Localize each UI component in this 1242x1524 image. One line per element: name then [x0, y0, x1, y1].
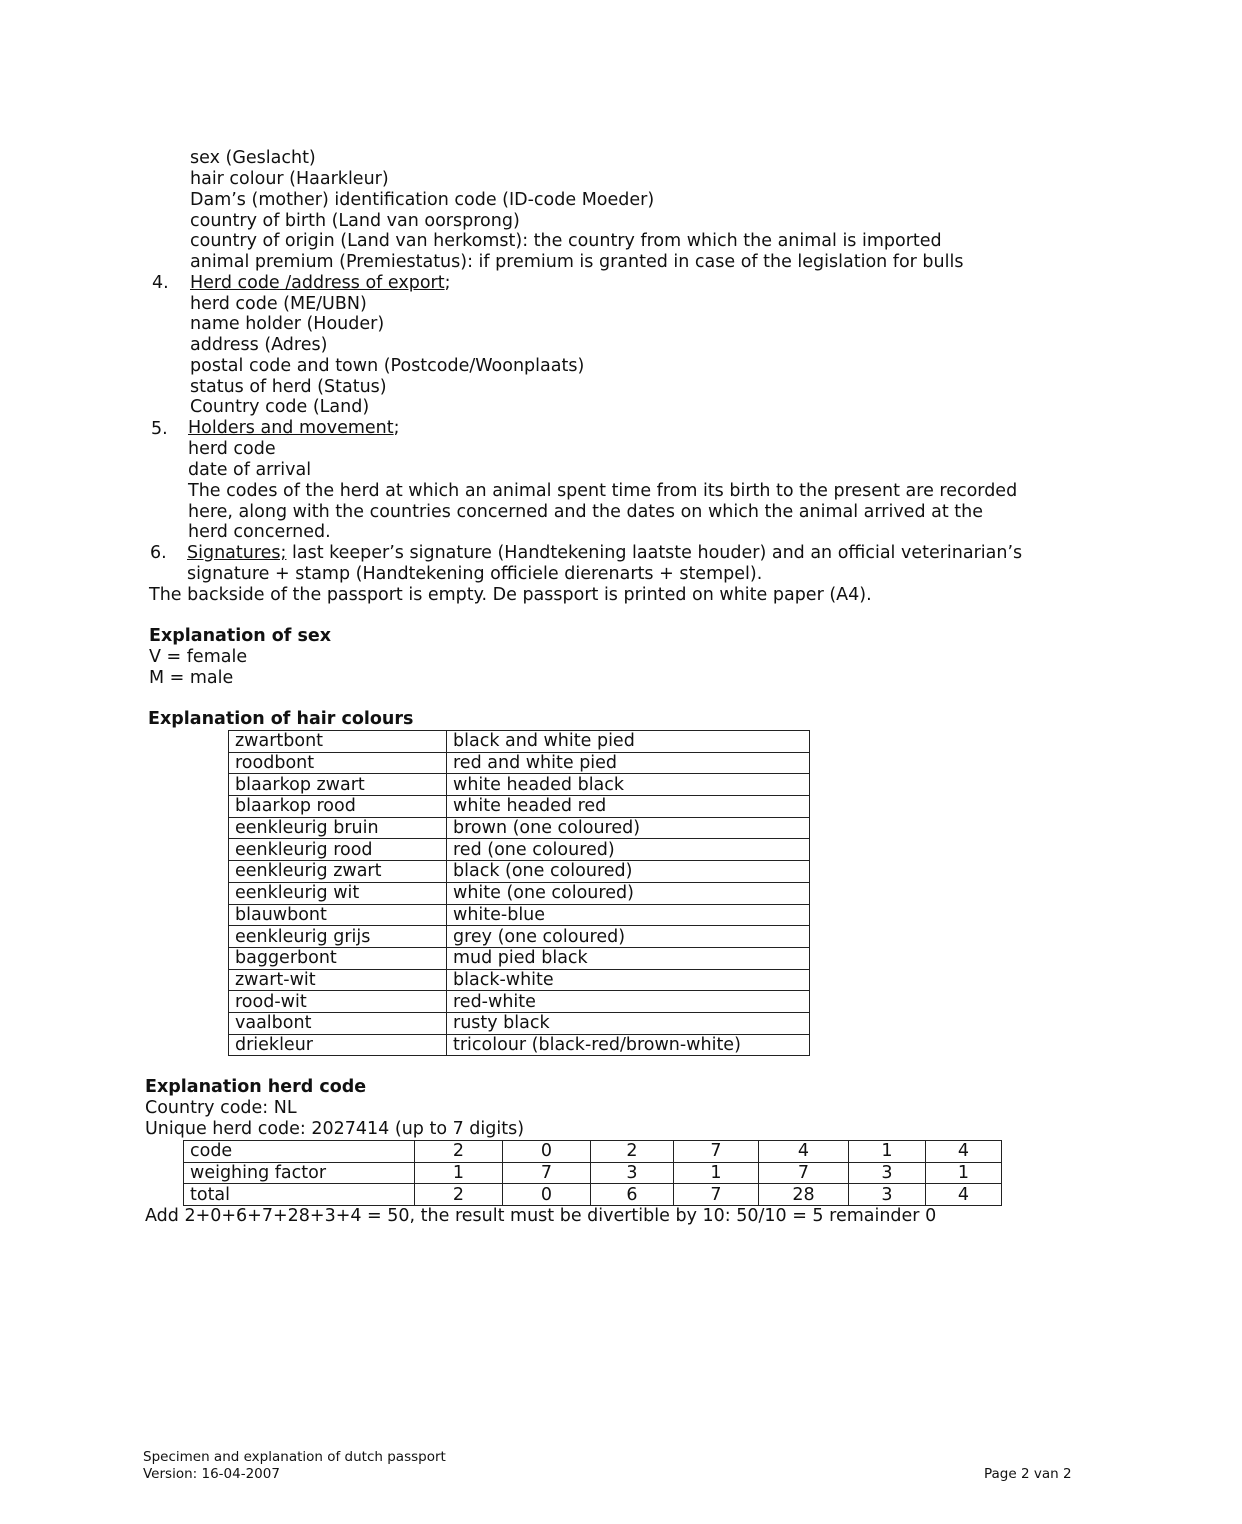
paragraph-line: here, along with the countries concerned and the dates on which the animal arrived at the — [188, 502, 983, 522]
field-line: status of herd (Status) — [190, 377, 387, 397]
table-cell: red and white pied — [447, 752, 810, 774]
footer-version: Version: 16-04-2007 — [143, 1466, 280, 1482]
table-row — [229, 882, 810, 904]
section-heading — [190, 273, 451, 294]
section-number: 4. — [152, 273, 169, 293]
herd-code-table — [183, 1140, 1002, 1206]
field-line: animal premium (Premiestatus): if premium is granted in case of the legislation for bulls — [190, 252, 964, 272]
table-cell: 1 — [415, 1162, 503, 1184]
field-line: sex (Geslacht) — [190, 148, 316, 168]
hair-colours-heading: Explanation of hair colours — [148, 709, 414, 729]
table-cell: 6 — [591, 1184, 674, 1206]
table-cell: 7 — [503, 1162, 591, 1184]
table-row — [229, 839, 810, 861]
herd-code-heading: Explanation herd code — [145, 1077, 367, 1097]
field-line: hair colour (Haarkleur) — [190, 169, 389, 189]
table-cell: 7 — [759, 1162, 849, 1184]
table-row — [229, 969, 810, 991]
table-cell: rusty black — [447, 1012, 810, 1034]
table-cell: zwart-wit — [229, 969, 447, 991]
section-heading-suffix: ; — [393, 418, 400, 438]
table-row — [229, 796, 810, 818]
table-row — [229, 926, 810, 948]
table-cell: black-white — [447, 969, 810, 991]
table-cell: 0 — [503, 1141, 591, 1163]
field-line: address (Adres) — [190, 335, 328, 355]
sex-heading: Explanation of sex — [149, 626, 332, 646]
table-cell: 28 — [759, 1184, 849, 1206]
table-cell: baggerbont — [229, 947, 447, 969]
table-row — [229, 1034, 810, 1056]
table-row — [229, 904, 810, 926]
field-line: herd code — [188, 439, 276, 459]
paragraph-line: herd concerned. — [188, 522, 331, 542]
section-heading-suffix: ; — [444, 273, 451, 293]
field-line: country of origin (Land van herkomst): the country from which the animal is imported — [190, 231, 942, 251]
paragraph-line: signature + stamp (Handtekening officiele dierenarts + stempel). — [187, 564, 763, 584]
footer-page-number: Page 2 van 2 — [984, 1466, 1072, 1482]
table-row — [229, 752, 810, 774]
table-cell: driekleur — [229, 1034, 447, 1056]
table-cell: 2 — [591, 1141, 674, 1163]
table-row — [229, 991, 810, 1013]
table-cell: 3 — [591, 1162, 674, 1184]
table-cell: 4 — [926, 1141, 1002, 1163]
sex-line: V = female — [149, 647, 248, 667]
section-heading — [187, 543, 1022, 564]
table-cell: 3 — [849, 1162, 926, 1184]
footer-title: Specimen and explanation of dutch passport — [143, 1449, 446, 1465]
hair-colours-table — [228, 730, 810, 1056]
table-row-label: weighing factor — [184, 1162, 415, 1184]
table-row-label: total — [184, 1184, 415, 1206]
section-heading-text: Holders and movement — [188, 418, 394, 438]
table-cell: rood-wit — [229, 991, 447, 1013]
backside-note: The backside of the passport is empty. De passport is printed on white paper (A4). — [149, 585, 872, 605]
table-cell: 2 — [415, 1184, 503, 1206]
table-row — [184, 1162, 1002, 1184]
sex-line: M = male — [149, 668, 234, 688]
table-cell: 2 — [415, 1141, 503, 1163]
table-cell: white headed black — [447, 774, 810, 796]
table-cell: 7 — [674, 1184, 759, 1206]
table-row — [229, 817, 810, 839]
field-line: Country code (Land) — [190, 397, 370, 417]
table-cell: eenkleurig rood — [229, 839, 447, 861]
section-heading-text: Signatures; — [187, 543, 287, 563]
section-heading — [188, 418, 400, 439]
table-cell: zwartbont — [229, 731, 447, 753]
table-cell: brown (one coloured) — [447, 817, 810, 839]
table-row — [229, 947, 810, 969]
table-cell: eenkleurig wit — [229, 882, 447, 904]
table-cell: 4 — [926, 1184, 1002, 1206]
table-row — [184, 1141, 1002, 1163]
table-cell: 1 — [926, 1162, 1002, 1184]
field-line: Dam’s (mother) identification code (ID-code Moeder) — [190, 190, 655, 210]
table-cell: white-blue — [447, 904, 810, 926]
table-cell: 0 — [503, 1184, 591, 1206]
table-cell: white (one coloured) — [447, 882, 810, 904]
table-cell: black (one coloured) — [447, 861, 810, 883]
table-row-label: code — [184, 1141, 415, 1163]
table-cell: eenkleurig zwart — [229, 861, 447, 883]
unique-herd-code-line: Unique herd code: 2027414 (up to 7 digits) — [145, 1119, 525, 1139]
table-cell: white headed red — [447, 796, 810, 818]
table-cell: eenkleurig grijs — [229, 926, 447, 948]
checksum-line: Add 2+0+6+7+28+3+4 = 50, the result must be divertible by 10: 50/10 = 5 remainder 0 — [145, 1206, 937, 1226]
table-cell: 1 — [849, 1141, 926, 1163]
field-line: date of arrival — [188, 460, 312, 480]
table-row — [184, 1184, 1002, 1206]
table-cell: red-white — [447, 991, 810, 1013]
table-row — [229, 731, 810, 753]
table-cell: black and white pied — [447, 731, 810, 753]
field-line: name holder (Houder) — [190, 314, 385, 334]
section-heading-text: Herd code /address of export — [190, 273, 445, 293]
paragraph-line: The codes of the herd at which an animal spent time from its birth to the present are recorded — [188, 481, 1018, 501]
table-cell: blauwbont — [229, 904, 447, 926]
table-cell: blaarkop rood — [229, 796, 447, 818]
table-row — [229, 1012, 810, 1034]
table-cell: tricolour (black-red/brown-white) — [447, 1034, 810, 1056]
table-cell: 3 — [849, 1184, 926, 1206]
table-cell: 1 — [674, 1162, 759, 1184]
table-cell: grey (one coloured) — [447, 926, 810, 948]
section-number: 6. — [150, 543, 167, 563]
country-code-line: Country code: NL — [145, 1098, 297, 1118]
table-cell: vaalbont — [229, 1012, 447, 1034]
table-cell: blaarkop zwart — [229, 774, 447, 796]
table-row — [229, 774, 810, 796]
table-cell: mud pied black — [447, 947, 810, 969]
table-cell: roodbont — [229, 752, 447, 774]
table-cell: 7 — [674, 1141, 759, 1163]
table-cell: red (one coloured) — [447, 839, 810, 861]
field-line: herd code (ME/UBN) — [190, 294, 367, 314]
table-cell: eenkleurig bruin — [229, 817, 447, 839]
field-line: postal code and town (Postcode/Woonplaats) — [190, 356, 585, 376]
section-line-text: last keeper’s signature (Handtekening laatste houder) and an official veterinarian’s — [286, 543, 1023, 563]
table-row — [229, 861, 810, 883]
section-number: 5. — [151, 419, 168, 439]
field-line: country of birth (Land van oorsprong) — [190, 211, 520, 231]
table-cell: 4 — [759, 1141, 849, 1163]
